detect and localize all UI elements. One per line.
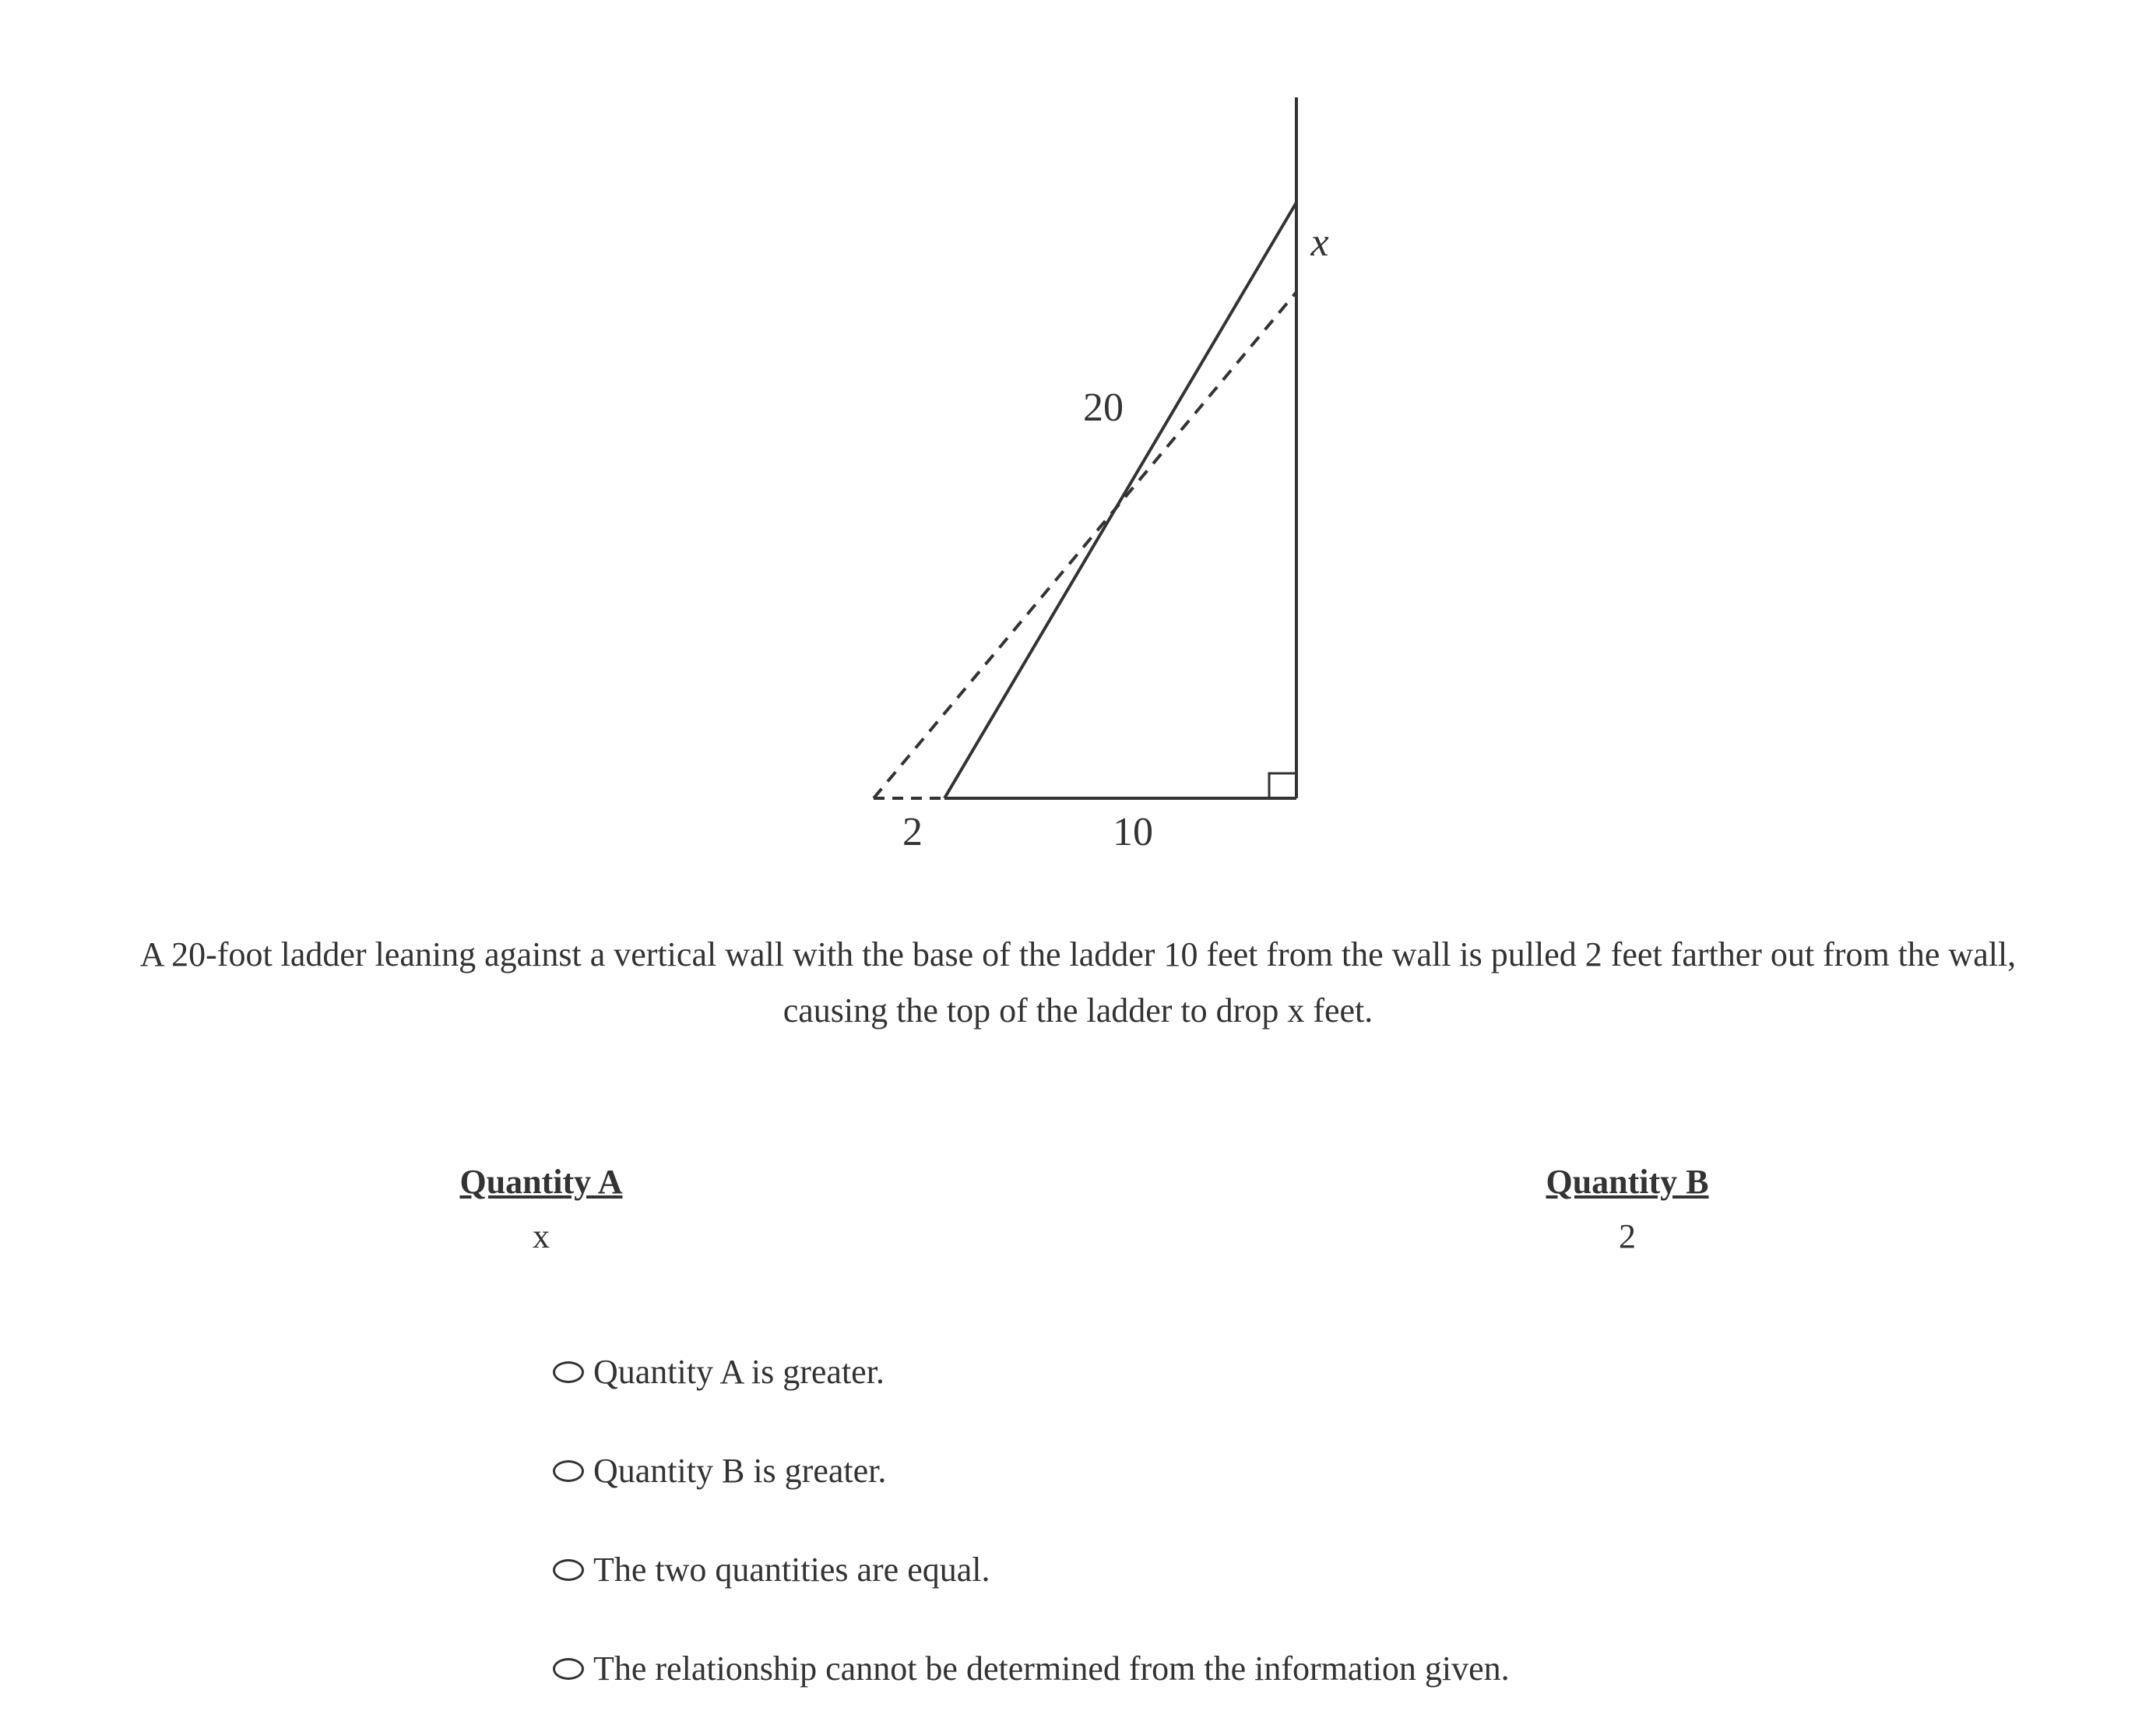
right-angle-marker: [1269, 773, 1296, 798]
choice-label: The two quantities are equal.: [593, 1550, 990, 1589]
quantity-b-column: [1394, 1160, 1861, 1259]
label-base-distance: 10: [1113, 810, 1153, 854]
choice-cannot-determine[interactable]: [553, 1619, 2032, 1718]
ladder-diagram: [825, 78, 1370, 857]
choice-label: Quantity B is greater.: [593, 1451, 887, 1490]
quantity-a-value: x: [533, 1217, 550, 1255]
quantity-a-column: [308, 1160, 775, 1259]
label-drop-distance: x: [1310, 220, 1329, 265]
choice-label: The relationship cannot be determined from the information given.: [593, 1649, 1510, 1688]
label-ladder-length: 20: [1083, 385, 1124, 430]
ladder-original: [944, 202, 1296, 798]
radio-button[interactable]: [553, 1460, 584, 1482]
radio-button[interactable]: [553, 1559, 584, 1581]
question-text: A 20-foot ladder leaning against a vertical wall with the base of the ladder 10 feet from the wall is pulled 2 feet farther out from the wall, causing the top of the ladder to drop x feet.: [139, 935, 2017, 1030]
quantity-b-header: Quantity B: [1546, 1163, 1709, 1201]
choice-equal[interactable]: [553, 1520, 2032, 1619]
label-shift-distance: 2: [902, 810, 923, 854]
ladder-moved-dashed: [874, 292, 1296, 798]
radio-button[interactable]: [553, 1658, 584, 1680]
choice-a-greater[interactable]: [553, 1322, 2032, 1421]
radio-button[interactable]: [553, 1361, 584, 1383]
quantity-a-header: Quantity A: [459, 1163, 623, 1201]
answer-choices: [553, 1322, 2032, 1718]
choice-b-greater[interactable]: [553, 1421, 2032, 1520]
choice-label: Quantity A is greater.: [593, 1352, 885, 1391]
quantity-b-value: 2: [1619, 1217, 1636, 1255]
